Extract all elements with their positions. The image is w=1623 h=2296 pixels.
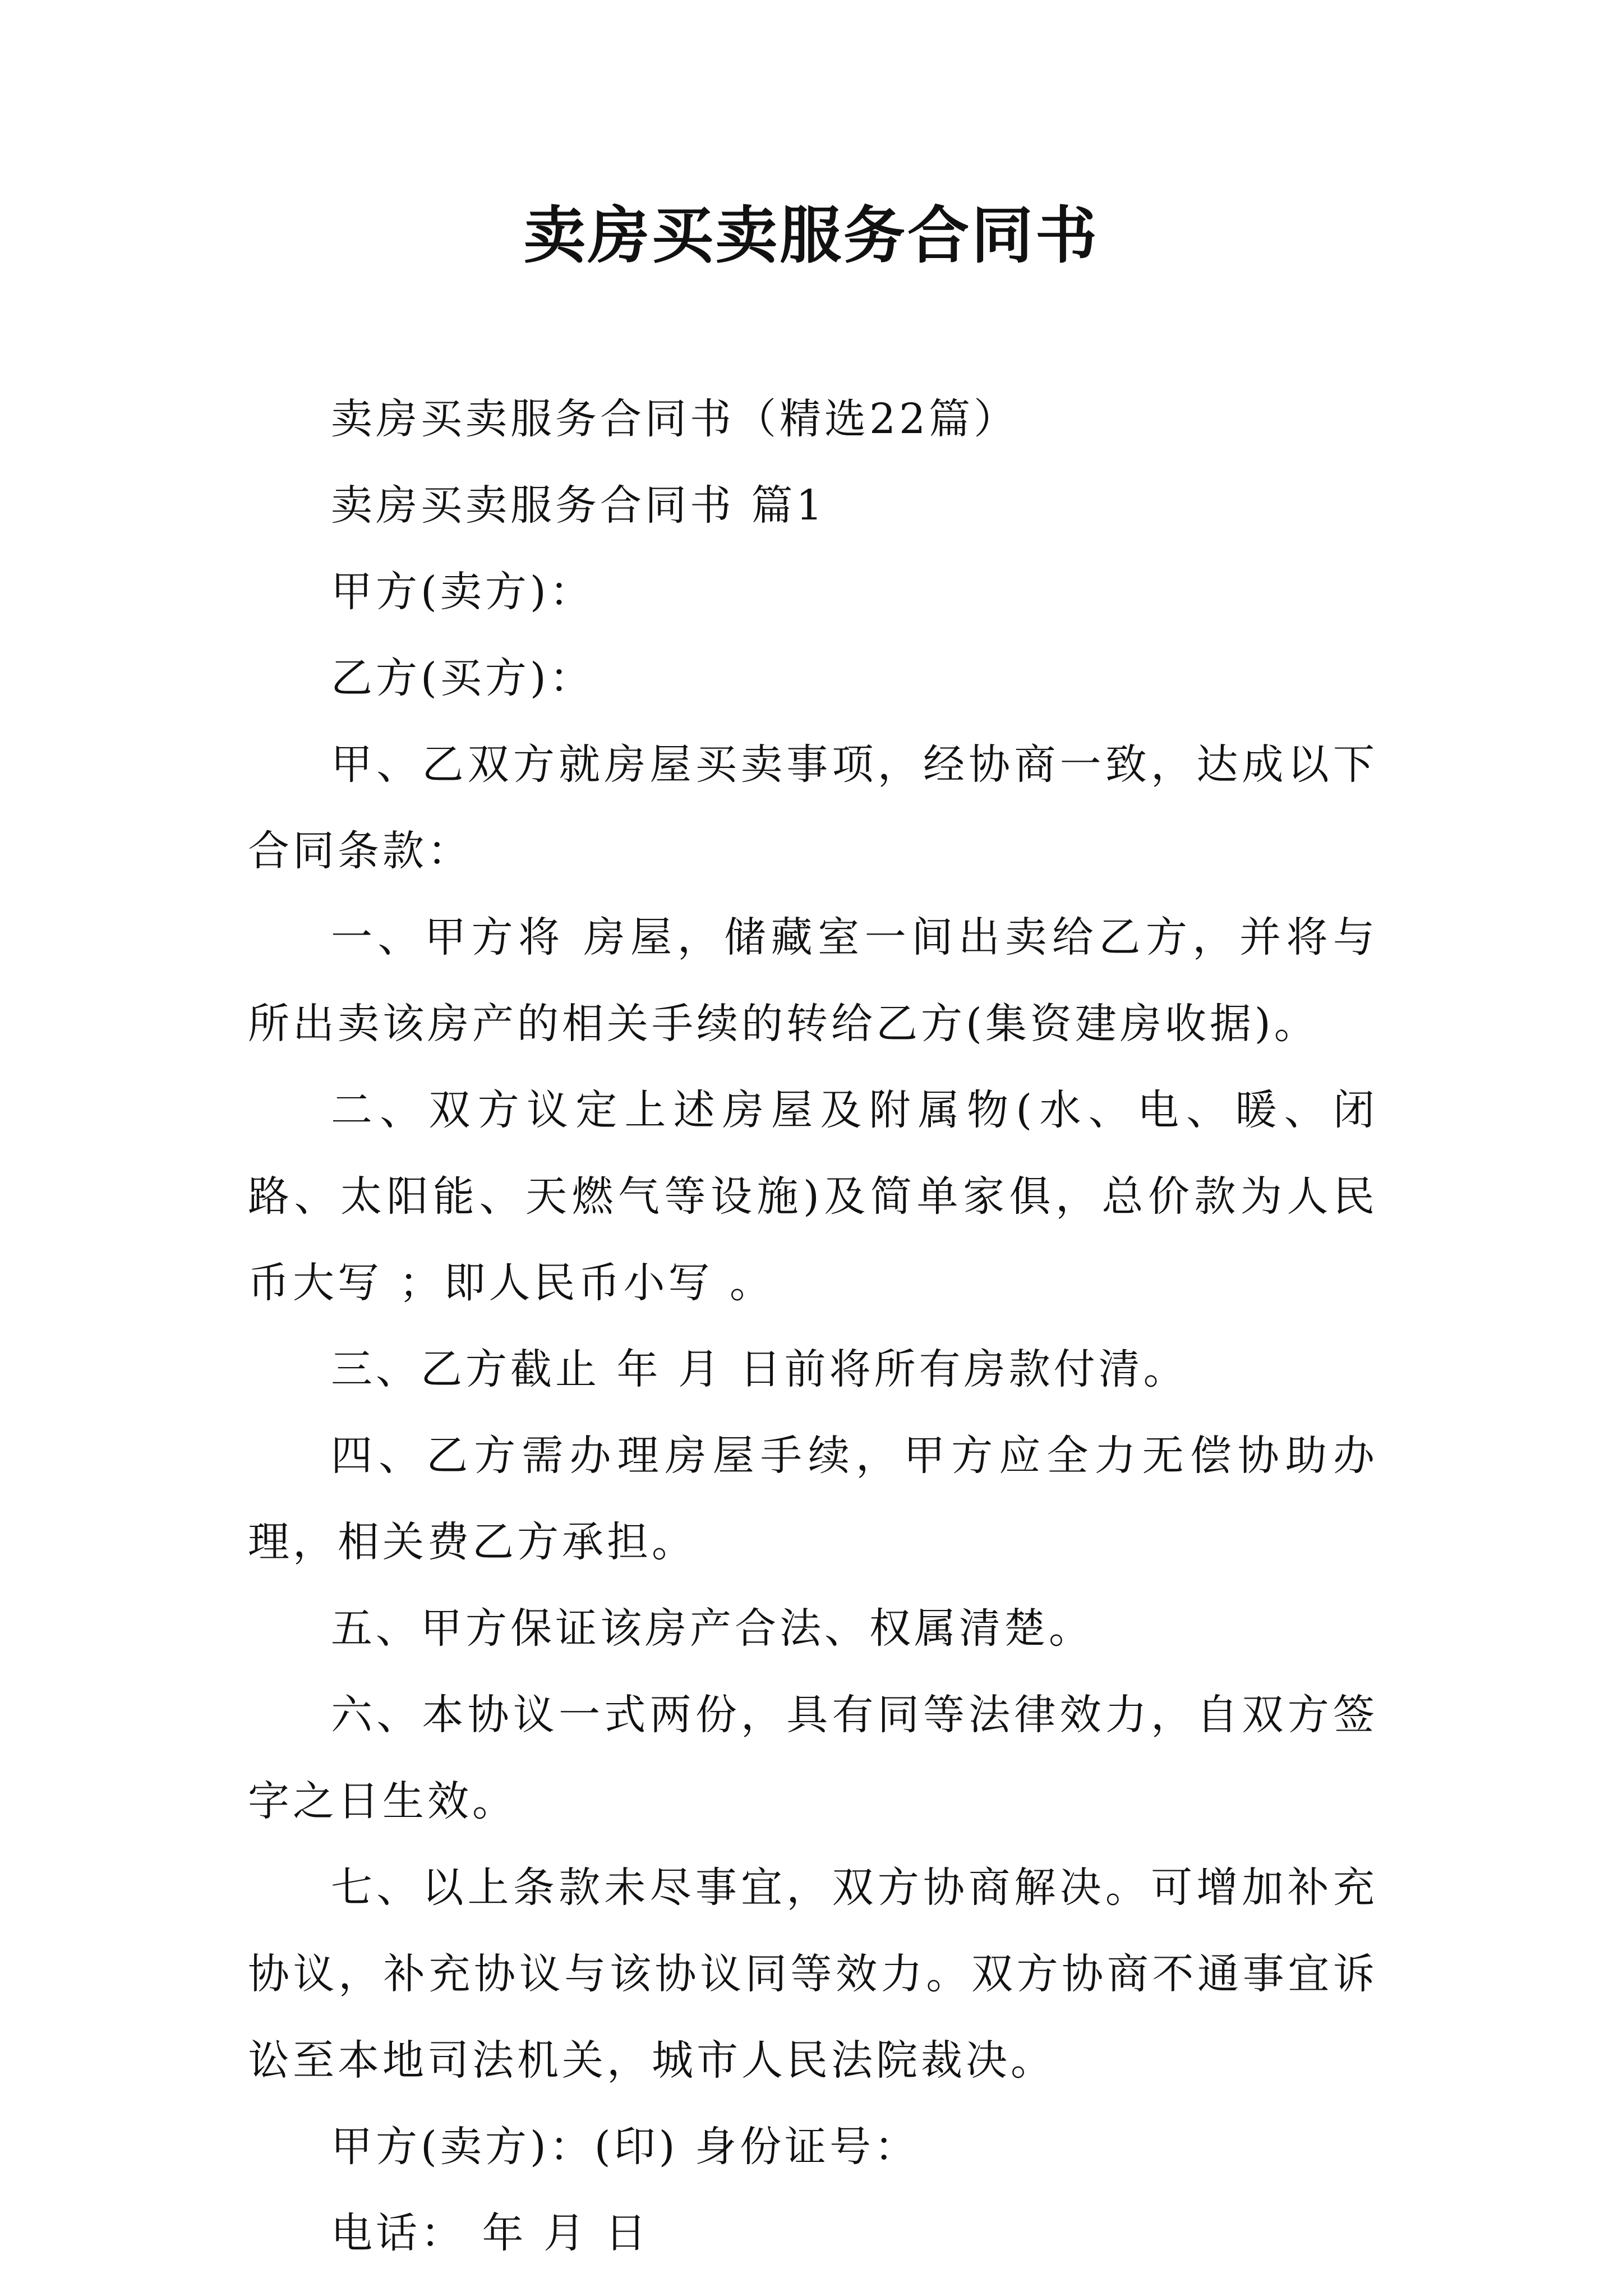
phone-date-line: 电话： 年 月 日 bbox=[331, 2209, 650, 2257]
clause-2: 二、双方议定上述房屋及附属物(水、电、暖、闭路、太阳能、天燃气等设施)及简单家俱，总价款为人民币大写 ；即人民币小写 。 bbox=[248, 1086, 1378, 1307]
intro-paragraph: 甲、乙双方就房屋买卖事项，经协商一致，达成以下合同条款： bbox=[248, 740, 1378, 875]
clause-7: 七、以上条款未尽事宜，双方协商解决。可增加补充协议，补充协议与该协议同等效力。双方协商不通事宜诉讼至本地司法机关，城市人民法院裁决。 bbox=[248, 1864, 1378, 2085]
document-body bbox=[248, 376, 1378, 2276]
clause-6: 六、本协议一式两份，具有同等法律效力，自双方签字之日生效。 bbox=[248, 1691, 1378, 1825]
clause-1: 一、甲方将 房屋，储藏室一间出卖给乙方，并将与所出卖该房产的相关手续的转给乙方(集资建房收据)。 bbox=[248, 913, 1378, 1048]
clause-3: 三、乙方截止 年 月 日前将所有房款付清。 bbox=[331, 1345, 1188, 1393]
subtitle-paragraph: 卖房买卖服务合同书（精选22篇） bbox=[331, 395, 1019, 443]
document-title: 卖房买卖服务合同书 bbox=[524, 199, 1099, 272]
signature-line: 甲方(卖方)：(印) 身份证号： bbox=[331, 2123, 920, 2171]
clause-5: 五、甲方保证该房产合法、权属清楚。 bbox=[331, 1604, 1094, 1653]
section-heading: 卖房买卖服务合同书 篇1 bbox=[331, 481, 826, 530]
party-a-line: 甲方(卖方)： bbox=[331, 568, 594, 616]
clause-4: 四、乙方需办理房屋手续，甲方应全力无偿协助办理，相关费乙方承担。 bbox=[248, 1432, 1378, 1566]
party-b-line: 乙方(买方)： bbox=[331, 654, 594, 702]
